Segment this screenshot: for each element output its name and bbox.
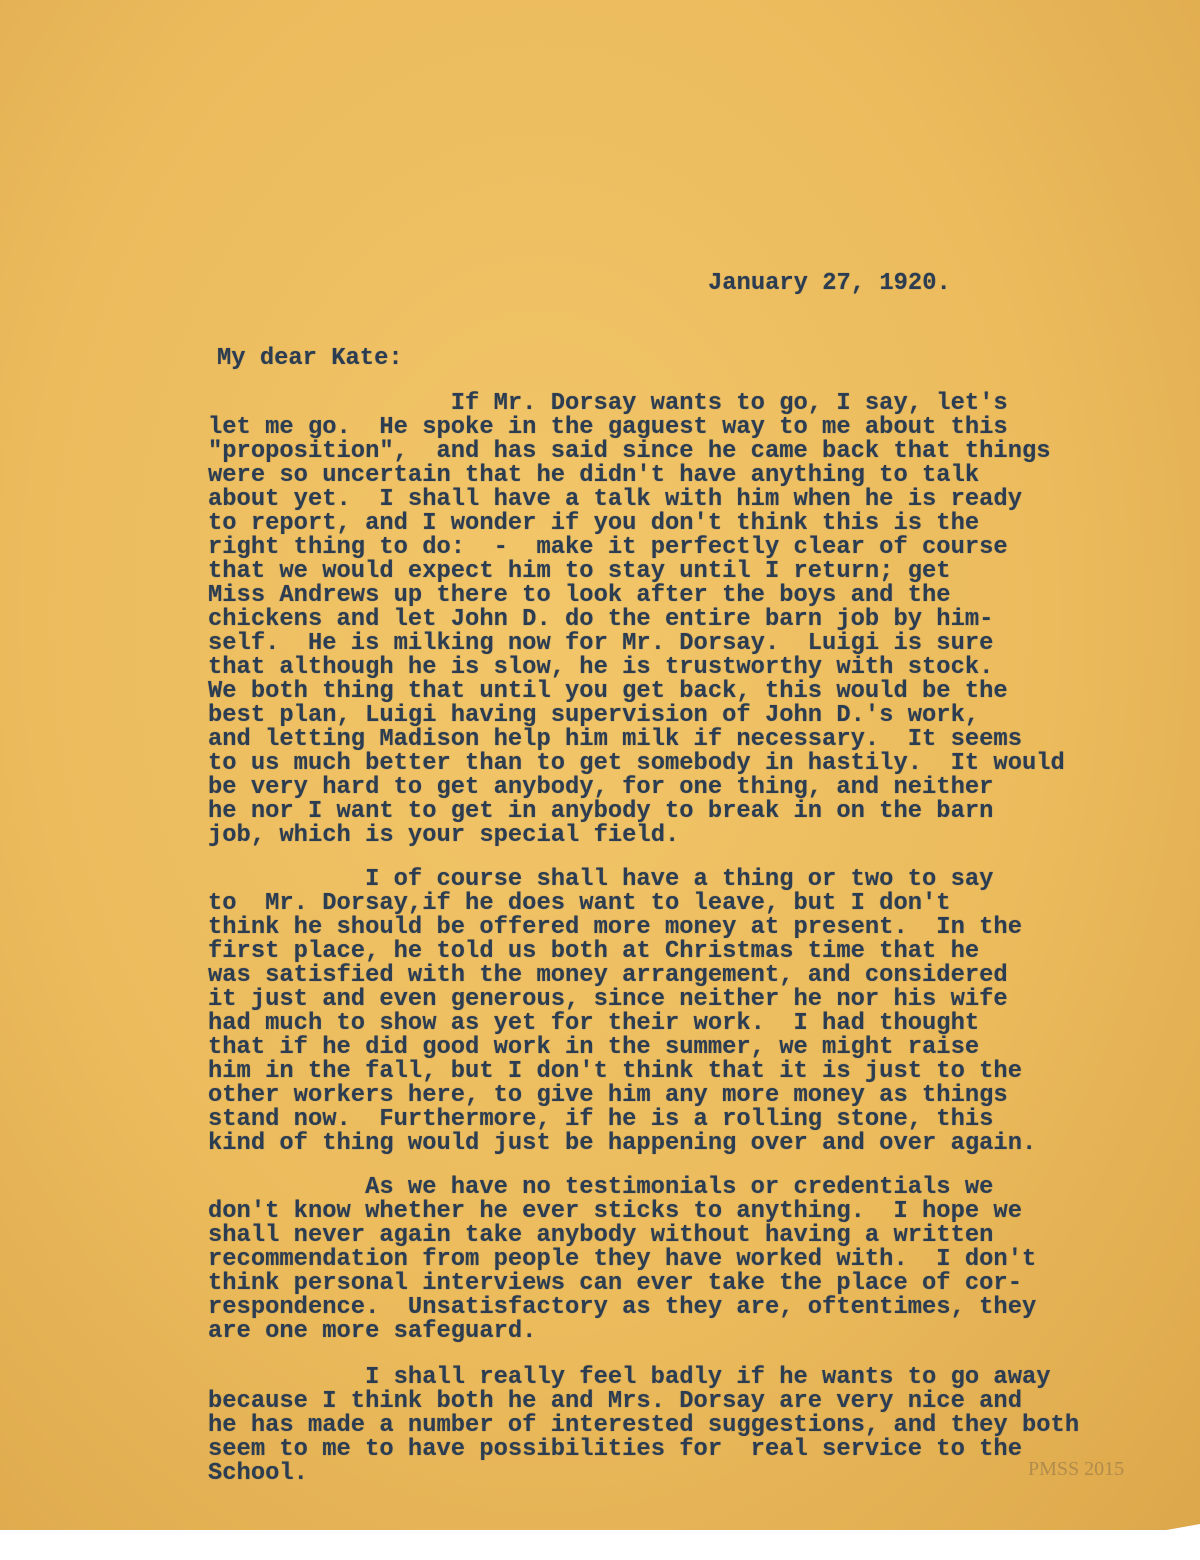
text-line: right thing to do: - make it perfectly clear of course (208, 534, 1008, 561)
paragraph-4 (208, 1366, 1079, 1486)
text-line: are one more safeguard. (208, 1318, 537, 1345)
text-line: I of course shall have a thing or two to say (365, 866, 994, 893)
text-line: him in the fall, but I don't think that it is just to the (208, 1058, 1022, 1085)
text-line: If Mr. Dorsay wants to go, I say, let's (450, 390, 1008, 417)
text-line: to report, and I wonder if you don't think this is the (208, 510, 980, 537)
text-line: kind of thing would just be happening over and over again. (208, 1130, 1037, 1157)
text-line: because I think both he and Mrs. Dorsay are very nice and (208, 1388, 1022, 1415)
text-line: to Mr. Dorsay,if he does want to leave, but I don't (208, 890, 951, 917)
text-line: that we would expect him to stay until I return; get (208, 558, 951, 585)
paragraph-2 (208, 868, 1036, 1156)
text-line: let me go. He spoke in the gaguest way to me about this (208, 414, 1008, 441)
salutation: My dear Kate: (217, 345, 403, 372)
text-line: think he should be offered more money at present. In the (208, 914, 1022, 941)
watermark: PMSS 2015 (1028, 1458, 1125, 1480)
text-line: first place, he told us both at Christmas time that he (208, 938, 980, 965)
text-line: self. He is milking now for Mr. Dorsay. Luigi is sure (208, 630, 994, 657)
text-line: he has made a number of interested suggestions, and they both (208, 1412, 1080, 1439)
text-line: We both thing that until you get back, this would be the (208, 678, 1008, 705)
text-line: School. (208, 1460, 308, 1487)
text-line: think personal interviews can ever take the place of cor- (208, 1270, 1022, 1297)
text-line: As we have no testimonials or credentials we (365, 1174, 994, 1201)
text-line: I shall really feel badly if he wants to go away (365, 1364, 1051, 1391)
text-line: job, which is your special field. (208, 822, 680, 849)
text-line: be very hard to get anybody, for one thing, and neither (208, 774, 994, 801)
text-line: shall never again take anybody without having a written (208, 1222, 994, 1249)
text-line: "proposition", and has said since he came back that things (208, 438, 1051, 465)
text-line: other workers here, to give him any more money as things (208, 1082, 1008, 1109)
text-line: recommendation from people they have worked with. I don't (208, 1246, 1037, 1273)
text-line: were so uncertain that he didn't have anything to talk (208, 462, 980, 489)
text-line: respondence. Unsatisfactory as they are, oftentimes, they (208, 1294, 1037, 1321)
text-line: it just and even generous, since neither he nor his wife (208, 986, 1008, 1013)
text-line: stand now. Furthermore, if he is a rolling stone, this (208, 1106, 994, 1133)
text-line: chickens and let John D. do the entire barn job by him- (208, 606, 994, 633)
text-line: he nor I want to get in anybody to break in on the barn (208, 798, 994, 825)
text-line: best plan, Luigi having supervision of John D.'s work, (208, 702, 980, 729)
text-line: don't know whether he ever sticks to anything. I hope we (208, 1198, 1022, 1225)
text-line: and letting Madison help him milk if necessary. It seems (208, 726, 1022, 753)
paragraph-1 (208, 392, 1065, 848)
text-line: that if he did good work in the summer, we might raise (208, 1034, 980, 1061)
text-line: that although he is slow, he is trustworthy with stock. (208, 654, 994, 681)
text-line: was satisfied with the money arrangement, and considered (208, 962, 1008, 989)
paragraph-3 (208, 1176, 1036, 1344)
text-line: to us much better than to get somebody in hastily. It would (208, 750, 1065, 777)
text-line: had much to show as yet for their work. I had thought (208, 1010, 980, 1037)
text-line: Miss Andrews up there to look after the boys and the (208, 582, 951, 609)
text-line: seem to me to have possibilities for real service to the (208, 1436, 1022, 1463)
text-line: about yet. I shall have a talk with him when he is ready (208, 486, 1022, 513)
letter-date: January 27, 1920. (708, 270, 951, 297)
